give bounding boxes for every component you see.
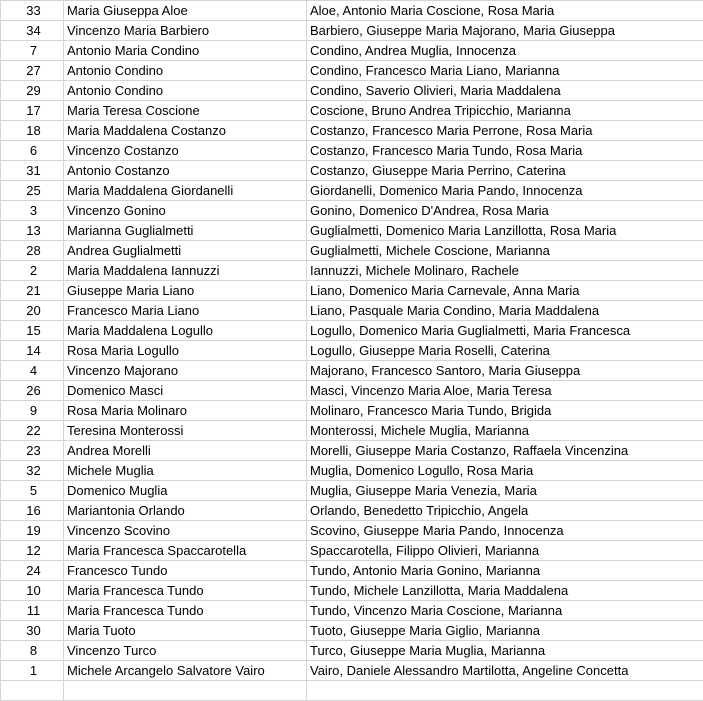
cell-name[interactable]: Francesco Maria Liano bbox=[64, 301, 307, 321]
table-row bbox=[1, 501, 703, 521]
table-row bbox=[1, 221, 703, 241]
cell-number[interactable]: 20 bbox=[1, 301, 64, 321]
cell-name[interactable]: Vincenzo Maria Barbiero bbox=[64, 21, 307, 41]
cell-parents[interactable]: Costanzo, Francesco Maria Perrone, Rosa Maria bbox=[307, 121, 703, 141]
cell-number[interactable]: 10 bbox=[1, 581, 64, 601]
table-row bbox=[1, 1, 703, 21]
table-row bbox=[1, 401, 703, 421]
table-row bbox=[1, 21, 703, 41]
cell-number[interactable]: 4 bbox=[1, 361, 64, 381]
cell-name[interactable] bbox=[64, 681, 307, 701]
table-row bbox=[1, 281, 703, 301]
cell-name[interactable]: Michele Muglia bbox=[64, 461, 307, 481]
cell-number[interactable]: 30 bbox=[1, 621, 64, 641]
table-row bbox=[1, 181, 703, 201]
cell-number[interactable]: 15 bbox=[1, 321, 64, 341]
cell-parents[interactable]: Condino, Andrea Muglia, Innocenza bbox=[307, 41, 703, 61]
cell-parents[interactable]: Muglia, Giuseppe Maria Venezia, Maria bbox=[307, 481, 703, 501]
cell-name[interactable]: Maria Maddalena Logullo bbox=[64, 321, 307, 341]
cell-number[interactable]: 28 bbox=[1, 241, 64, 261]
cell-parents[interactable]: Muglia, Domenico Logullo, Rosa Maria bbox=[307, 461, 703, 481]
cell-parents[interactable]: Masci, Vincenzo Maria Aloe, Maria Teresa bbox=[307, 381, 703, 401]
cell-number[interactable]: 24 bbox=[1, 561, 64, 581]
cell-parents[interactable]: Logullo, Domenico Maria Guglialmetti, Maria Francesca bbox=[307, 321, 703, 341]
cell-name[interactable]: Maria Maddalena Iannuzzi bbox=[64, 261, 307, 281]
cell-parents[interactable]: Morelli, Giuseppe Maria Costanzo, Raffaela Vincenzina bbox=[307, 441, 703, 461]
cell-name[interactable]: Mariantonia Orlando bbox=[64, 501, 307, 521]
cell-parents[interactable]: Barbiero, Giuseppe Maria Majorano, Maria Giuseppa bbox=[307, 21, 703, 41]
table-row bbox=[1, 561, 703, 581]
cell-parents[interactable]: Liano, Domenico Maria Carnevale, Anna Maria bbox=[307, 281, 703, 301]
cell-parents[interactable]: Monterossi, Michele Muglia, Marianna bbox=[307, 421, 703, 441]
cell-parents[interactable]: Gonino, Domenico D'Andrea, Rosa Maria bbox=[307, 201, 703, 221]
cell-number[interactable]: 8 bbox=[1, 641, 64, 661]
table-row bbox=[1, 101, 703, 121]
cell-number[interactable]: 31 bbox=[1, 161, 64, 181]
cell-name[interactable]: Antonio Costanzo bbox=[64, 161, 307, 181]
cell-number[interactable]: 7 bbox=[1, 41, 64, 61]
cell-parents[interactable]: Majorano, Francesco Santoro, Maria Giuseppa bbox=[307, 361, 703, 381]
cell-name[interactable]: Andrea Guglialmetti bbox=[64, 241, 307, 261]
cell-name[interactable]: Vincenzo Costanzo bbox=[64, 141, 307, 161]
cell-parents[interactable]: Guglialmetti, Michele Coscione, Marianna bbox=[307, 241, 703, 261]
table-row bbox=[1, 681, 703, 701]
cell-name[interactable]: Francesco Tundo bbox=[64, 561, 307, 581]
cell-name[interactable]: Michele Arcangelo Salvatore Vairo bbox=[64, 661, 307, 681]
cell-number[interactable]: 9 bbox=[1, 401, 64, 421]
cell-name[interactable]: Maria Maddalena Giordanelli bbox=[64, 181, 307, 201]
table-row bbox=[1, 201, 703, 221]
cell-number[interactable]: 18 bbox=[1, 121, 64, 141]
cell-name[interactable]: Rosa Maria Molinaro bbox=[64, 401, 307, 421]
table-row bbox=[1, 261, 703, 281]
cell-name[interactable]: Vincenzo Turco bbox=[64, 641, 307, 661]
cell-parents[interactable]: Giordanelli, Domenico Maria Pando, Innocenza bbox=[307, 181, 703, 201]
cell-number[interactable]: 14 bbox=[1, 341, 64, 361]
table-row bbox=[1, 421, 703, 441]
cell-parents[interactable]: Costanzo, Giuseppe Maria Perrino, Caterina bbox=[307, 161, 703, 181]
cell-parents[interactable]: Tundo, Antonio Maria Gonino, Marianna bbox=[307, 561, 703, 581]
cell-parents[interactable]: Scovino, Giuseppe Maria Pando, Innocenza bbox=[307, 521, 703, 541]
cell-name[interactable]: Maria Tuoto bbox=[64, 621, 307, 641]
table-row bbox=[1, 661, 703, 681]
cell-parents[interactable]: Liano, Pasquale Maria Condino, Maria Maddalena bbox=[307, 301, 703, 321]
cell-number[interactable]: 16 bbox=[1, 501, 64, 521]
cell-number[interactable]: 25 bbox=[1, 181, 64, 201]
cell-name[interactable]: Rosa Maria Logullo bbox=[64, 341, 307, 361]
table-row bbox=[1, 61, 703, 81]
table-row bbox=[1, 621, 703, 641]
cell-parents[interactable]: Spaccarotella, Filippo Olivieri, Marianna bbox=[307, 541, 703, 561]
cell-parents[interactable] bbox=[307, 681, 703, 701]
cell-parents[interactable]: Coscione, Bruno Andrea Tripicchio, Marianna bbox=[307, 101, 703, 121]
cell-number[interactable]: 3 bbox=[1, 201, 64, 221]
cell-name[interactable]: Antonio Condino bbox=[64, 61, 307, 81]
cell-name[interactable]: Domenico Masci bbox=[64, 381, 307, 401]
table-row bbox=[1, 341, 703, 361]
cell-name[interactable]: Teresina Monterossi bbox=[64, 421, 307, 441]
cell-number[interactable]: 1 bbox=[1, 661, 64, 681]
cell-name[interactable]: Maria Maddalena Costanzo bbox=[64, 121, 307, 141]
cell-parents[interactable]: Guglialmetti, Domenico Maria Lanzillotta, Rosa Maria bbox=[307, 221, 703, 241]
cell-parents[interactable]: Costanzo, Francesco Maria Tundo, Rosa Maria bbox=[307, 141, 703, 161]
cell-parents[interactable]: Tundo, Vincenzo Maria Coscione, Marianna bbox=[307, 601, 703, 621]
table-row bbox=[1, 541, 703, 561]
cell-parents[interactable]: Condino, Saverio Olivieri, Maria Maddalena bbox=[307, 81, 703, 101]
cell-number[interactable]: 34 bbox=[1, 21, 64, 41]
cell-number[interactable]: 23 bbox=[1, 441, 64, 461]
cell-number[interactable]: 17 bbox=[1, 101, 64, 121]
spreadsheet-body bbox=[1, 1, 703, 701]
cell-parents[interactable]: Tuoto, Giuseppe Maria Giglio, Marianna bbox=[307, 621, 703, 641]
cell-number[interactable]: 2 bbox=[1, 261, 64, 281]
cell-number[interactable]: 11 bbox=[1, 601, 64, 621]
cell-name[interactable]: Andrea Morelli bbox=[64, 441, 307, 461]
cell-number[interactable]: 12 bbox=[1, 541, 64, 561]
cell-number[interactable]: 5 bbox=[1, 481, 64, 501]
table-row bbox=[1, 361, 703, 381]
cell-number[interactable]: 26 bbox=[1, 381, 64, 401]
cell-number[interactable]: 33 bbox=[1, 1, 64, 21]
table-row bbox=[1, 241, 703, 261]
cell-name[interactable]: Giuseppe Maria Liano bbox=[64, 281, 307, 301]
cell-name[interactable]: Vincenzo Majorano bbox=[64, 361, 307, 381]
cell-parents[interactable]: Iannuzzi, Michele Molinaro, Rachele bbox=[307, 261, 703, 281]
cell-name[interactable]: Maria Francesca Tundo bbox=[64, 601, 307, 621]
table-row bbox=[1, 321, 703, 341]
cell-name[interactable]: Domenico Muglia bbox=[64, 481, 307, 501]
cell-name[interactable]: Vincenzo Gonino bbox=[64, 201, 307, 221]
cell-name[interactable]: Maria Giuseppa Aloe bbox=[64, 1, 307, 21]
cell-number[interactable]: 32 bbox=[1, 461, 64, 481]
cell-name[interactable]: Antonio Condino bbox=[64, 81, 307, 101]
cell-number[interactable]: 19 bbox=[1, 521, 64, 541]
cell-parents[interactable]: Molinaro, Francesco Maria Tundo, Brigida bbox=[307, 401, 703, 421]
table-row bbox=[1, 41, 703, 61]
cell-number[interactable]: 29 bbox=[1, 81, 64, 101]
table-row bbox=[1, 381, 703, 401]
cell-name[interactable]: Maria Francesca Tundo bbox=[64, 581, 307, 601]
cell-parents[interactable]: Condino, Francesco Maria Liano, Marianna bbox=[307, 61, 703, 81]
table-row bbox=[1, 81, 703, 101]
cell-name[interactable]: Antonio Maria Condino bbox=[64, 41, 307, 61]
table-row bbox=[1, 461, 703, 481]
table-row bbox=[1, 601, 703, 621]
cell-number[interactable]: 27 bbox=[1, 61, 64, 81]
cell-parents[interactable]: Turco, Giuseppe Maria Muglia, Marianna bbox=[307, 641, 703, 661]
cell-parents[interactable]: Logullo, Giuseppe Maria Roselli, Caterina bbox=[307, 341, 703, 361]
cell-name[interactable]: Marianna Guglialmetti bbox=[64, 221, 307, 241]
cell-parents[interactable]: Vairo, Daniele Alessandro Martilotta, Angeline Concetta bbox=[307, 661, 703, 681]
cell-number[interactable]: 13 bbox=[1, 221, 64, 241]
cell-name[interactable]: Maria Francesca Spaccarotella bbox=[64, 541, 307, 561]
table-row bbox=[1, 441, 703, 461]
table-row bbox=[1, 141, 703, 161]
table-row bbox=[1, 301, 703, 321]
cell-number[interactable]: 21 bbox=[1, 281, 64, 301]
cell-parents[interactable]: Orlando, Benedetto Tripicchio, Angela bbox=[307, 501, 703, 521]
table-row bbox=[1, 481, 703, 501]
cell-parents[interactable]: Aloe, Antonio Maria Coscione, Rosa Maria bbox=[307, 1, 703, 21]
table-row bbox=[1, 161, 703, 181]
cell-number[interactable]: 22 bbox=[1, 421, 64, 441]
cell-parents[interactable]: Tundo, Michele Lanzillotta, Maria Maddalena bbox=[307, 581, 703, 601]
table-row bbox=[1, 521, 703, 541]
table-row bbox=[1, 641, 703, 661]
cell-name[interactable]: Vincenzo Scovino bbox=[64, 521, 307, 541]
cell-number[interactable] bbox=[1, 681, 64, 701]
table-row bbox=[1, 121, 703, 141]
cell-number[interactable]: 6 bbox=[1, 141, 64, 161]
cell-name[interactable]: Maria Teresa Coscione bbox=[64, 101, 307, 121]
table-row bbox=[1, 581, 703, 601]
